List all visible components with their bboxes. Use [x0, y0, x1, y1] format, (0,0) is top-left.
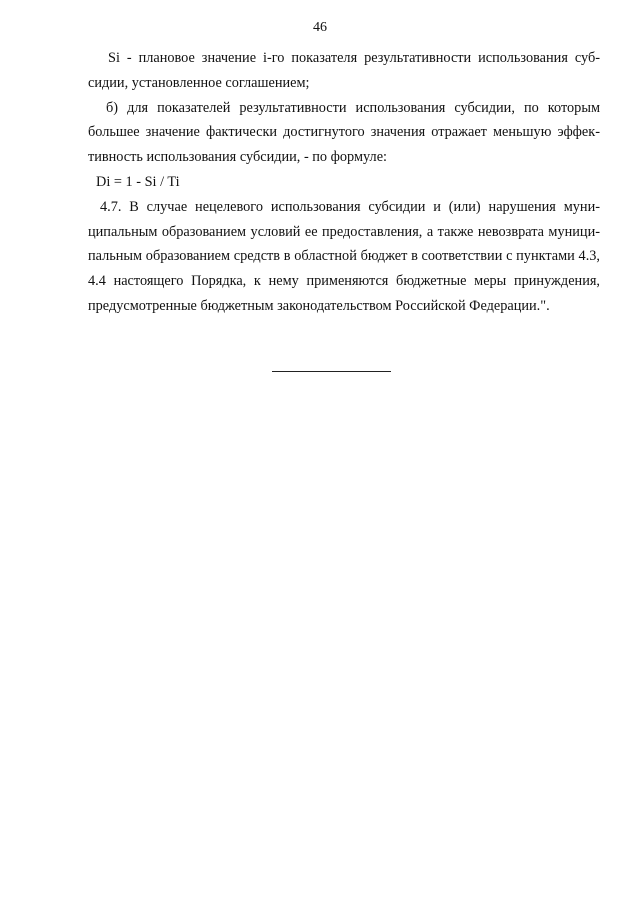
- paragraph-si-definition: [88, 46, 600, 96]
- paragraph-4-7: [88, 195, 600, 319]
- text-line: предусмотренные бюджетным законодательством Российской Федерации.".: [88, 297, 550, 314]
- text-line: пальным образованием средств в областной бюджет в соответствии с пунктами 4.3,: [88, 248, 600, 265]
- formula: Di = 1 - Si / Ti: [96, 173, 180, 190]
- text-line: сидии, установленное соглашением;: [88, 74, 310, 91]
- text-line: б) для показателей результативности использования субсидии, по которым: [106, 99, 600, 116]
- text-line: ципальным образованием условий ее предоставления, а также невозврата муници-: [88, 223, 600, 240]
- text-line: 4.4 настоящего Порядка, к нему применяются бюджетные меры принуждения,: [88, 273, 600, 290]
- page-number: 46: [313, 20, 327, 35]
- text-line: Si - плановое значение i-го показателя результативности использования суб-: [108, 50, 600, 66]
- separator-line: [272, 371, 391, 372]
- text-line: 4.7. В случае нецелевого использования субсидии и (или) нарушения муни-: [100, 198, 600, 215]
- document-body: [88, 46, 600, 319]
- text-line: тивность использования субсидии, - по формуле:: [88, 149, 388, 166]
- paragraph-formula-b: [88, 96, 600, 170]
- formula-paragraph: [88, 170, 600, 195]
- text-line: большее значение фактически достигнутого значения отражает меньшую эффек-: [88, 124, 600, 141]
